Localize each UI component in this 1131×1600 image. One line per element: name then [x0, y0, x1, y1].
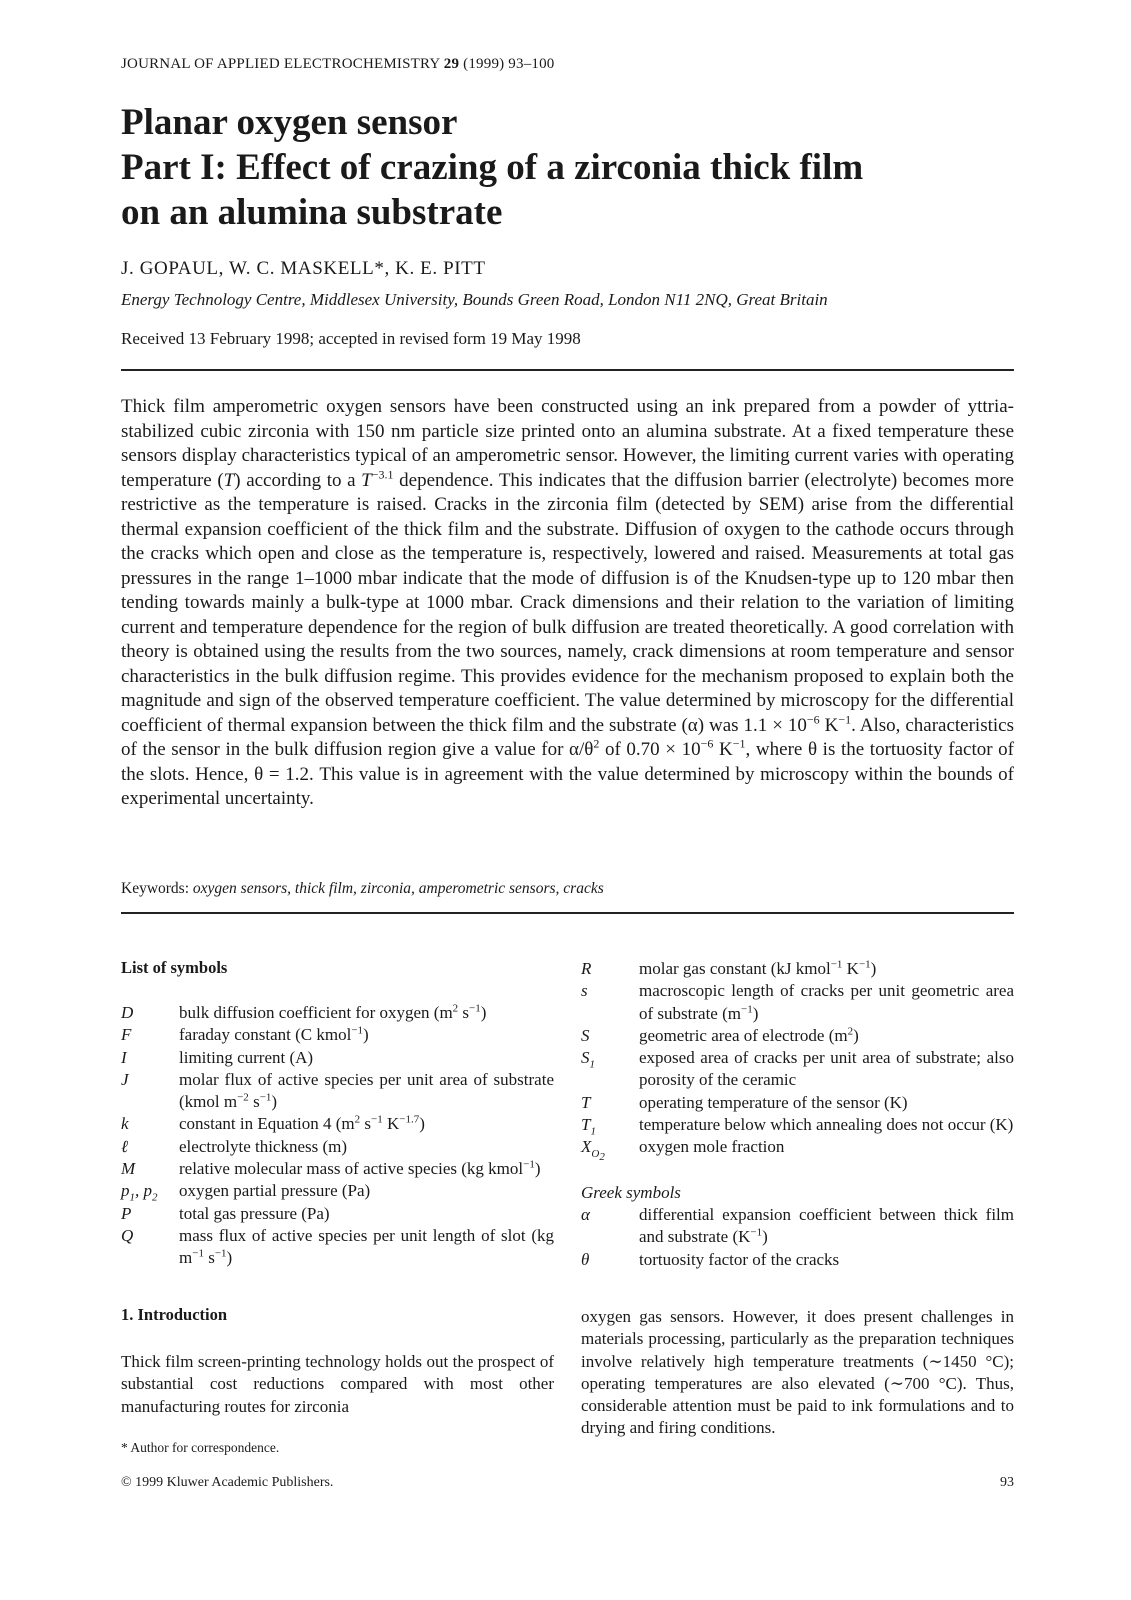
- symbol-description: molar gas constant (kJ kmol$^{-1}$ $K^{-1}$): [639, 958, 877, 978]
- top-divider: [121, 369, 1014, 371]
- received-dates: Received 13 February 1998; accepted in revised form 19 May 1998: [121, 329, 581, 348]
- footnote: * Author for correspondence.: [121, 1440, 280, 1455]
- keywords-values: oxygen sensors, thick film, zirconia, amperometric sensors, cracks: [192, 880, 604, 897]
- symbol-entry: [581, 1249, 1014, 1271]
- symbol-description: faraday constant (C kmol$^{-1}$): [179, 1024, 369, 1045]
- intro-paragraph: Thick film screen-printing technology holds out the prospect of substantial cost reductions compared with most other manufacturing routes for zirconia: [121, 1352, 554, 1416]
- symbol-name: M: [121, 1159, 136, 1179]
- journal-header: [121, 56, 555, 73]
- symbol-entry: [121, 1047, 554, 1069]
- abstract-text: , where θ is the tortuosity factor of the slots. Hence, θ = 1.2. This value is in agreement with the value determined by microscopy within the bounds of experimental uncertainty.: [121, 739, 1014, 809]
- symbol-name: Q: [121, 1225, 134, 1245]
- abstract-symbol: T: [361, 469, 372, 491]
- abstract-exponent: −3.1: [371, 467, 394, 482]
- greek-symbols-heading: Greek symbols: [581, 1182, 681, 1202]
- symbol-name: s: [581, 981, 588, 1001]
- keywords: [121, 880, 604, 898]
- symbol-name: T: [581, 1092, 591, 1112]
- intro-paragraph-continued: oxygen gas sensors. However, it does present challenges in materials processing, particularly as the preparation techniques involve relatively high temperature treatments (∼1450 °C); operating temperatures are also elevated (∼700 °C). Thus, considerable attention must be paid to ink formulations and to drying and firing conditions.: [581, 1307, 1014, 1438]
- abstract-exponent: −6: [700, 736, 714, 751]
- symbol-entry: [581, 958, 1014, 980]
- symbol-name: $T_1$: [581, 1115, 596, 1138]
- symbol-entry: [121, 1069, 554, 1114]
- symbol-description: oxygen partial pressure (Pa): [179, 1181, 371, 1201]
- keywords-label: Keywords:: [121, 880, 190, 897]
- symbol-description: macroscopic length of cracks per unit geometric area of substrate $(m^{-1})$: [639, 981, 1014, 1023]
- symbol-description: exposed area of cracks per unit area of substrate; also porosity of the ceramic: [639, 1048, 1014, 1090]
- symbols-heading: List of symbols: [121, 958, 228, 977]
- symbol-description: oxygen mole fraction: [639, 1137, 785, 1157]
- symbol-entry: [121, 1136, 554, 1158]
- symbol-name: $S_1$: [581, 1048, 595, 1071]
- symbol-name: P: [121, 1203, 132, 1223]
- symbol-entry: [121, 1113, 554, 1135]
- symbol-entry: [581, 1047, 1014, 1092]
- symbols-divider: [121, 912, 1014, 914]
- abstract-text: of 0.70 × 10: [599, 739, 701, 760]
- symbol-name: $p_1$, $p_2$: [121, 1181, 158, 1204]
- symbol-description: tortuosity factor of the cracks: [639, 1249, 840, 1269]
- abstract-exponent: −1: [732, 736, 746, 751]
- abstract: [121, 395, 1014, 812]
- journal-volume: 29: [443, 56, 460, 72]
- title-line-1: Planar oxygen sensor: [121, 102, 458, 143]
- symbol-name: θ: [581, 1249, 590, 1269]
- symbol-description: differential expansion coefficient between thick film and substrate $(K^{-1})$: [639, 1204, 1014, 1247]
- symbol-entry: [121, 1180, 554, 1202]
- symbol-description: limiting current (A): [179, 1047, 314, 1067]
- symbol-entry: [581, 1136, 1014, 1163]
- symbol-description: bulk diffusion coefficient for oxygen ($m^2$ $s^{-1}$): [179, 1002, 487, 1022]
- symbol-entry: [121, 1203, 554, 1225]
- abstract-text: . Also, characteristics of the sensor in the bulk diffusion region give a value for α/θ: [121, 714, 1014, 760]
- symbol-entry: [121, 1225, 554, 1270]
- abstract-exponent: −1: [838, 712, 852, 727]
- copyright: © 1999 Kluwer Academic Publishers.: [121, 1475, 334, 1490]
- paper-title: [121, 100, 863, 235]
- symbol-description: geometric area of electrode $(m^2)$: [639, 1025, 859, 1045]
- symbol-name: k: [121, 1114, 129, 1134]
- title-line-3: on an alumina substrate: [121, 192, 503, 233]
- abstract-exponent: −6: [806, 712, 820, 727]
- symbol-description: temperature below which annealing does not occur (K): [639, 1115, 1014, 1135]
- symbol-name: α: [581, 1204, 590, 1224]
- journal-year-pages: (1999) 93–100: [463, 56, 555, 72]
- symbol-entry: [581, 1092, 1014, 1114]
- symbol-entry: [581, 1114, 1014, 1136]
- symbols-right-column: [581, 958, 1014, 1271]
- symbol-description: total gas pressure (Pa): [179, 1203, 330, 1223]
- symbol-name: J: [121, 1069, 129, 1089]
- symbol-name: ℓ: [121, 1136, 129, 1156]
- abstract-text: Thick film amperometric oxygen sensors have been constructed using an ink prepared from a powder of yttria-stabilized cubic zirconia with 150 nm particle size printed onto an alumina substrate. At a fixed temperature these sensors display characteristics typical of an amperometric sensor. However, the limiting current varies with operating temperature (: [121, 396, 1014, 491]
- authors: J. GOPAUL, W. C. MASKELL*, K. E. PITT: [121, 258, 486, 279]
- symbols-left-column: [121, 958, 554, 1270]
- symbol-entry: [581, 1204, 1014, 1249]
- symbol-entry: [121, 1024, 554, 1046]
- symbol-name: F: [121, 1025, 132, 1045]
- symbol-description: electrolyte thickness (m): [179, 1136, 348, 1156]
- symbol-entry: [581, 1025, 1014, 1047]
- symbol-name: R: [581, 959, 592, 978]
- abstract-text: dependence. This indicates that the diffusion barrier (electrolyte) becomes more restrictive as the temperature is raised. Cracks in the zirconia film (detected by SEM) arise from the differential thermal expansion coefficient of the thick film and the substrate. Diffusion of oxygen to the cathode occurs through the cracks which open and close as the temperature is, respectively, lowered and raised. Measurements at total gas pressures in the range 1–1000 mbar indicate that the mode of diffusion is of the Knudsen-type up to 120 mbar then tending towards mainly a bulk-type at 1000 mbar. Crack dimensions and their relation to the variation of limiting current and temperature dependence for the region of bulk diffusion are treated theoretically. A good correlation with theory is obtained using the results from the two sources, namely, crack dimensions at room temperature and sensor characteristics in the bulk diffusion regime. This provides evidence for the mechanism proposed to explain both the magnitude and sign of the observed temperature coefficient. The value determined by microscopy for the differential coefficient of thermal expansion between the thick film and the substrate (α) was 1.1 × 10: [121, 469, 1014, 736]
- symbol-name: D: [121, 1003, 134, 1022]
- abstract-text: K: [819, 714, 839, 736]
- abstract-symbol: T: [223, 469, 235, 491]
- symbol-name: $X_{O_2}$: [581, 1137, 605, 1163]
- symbol-name: I: [121, 1047, 127, 1067]
- symbol-entry: [121, 1002, 554, 1024]
- symbol-description: mass flux of active species per unit length of slot (kg $m^{-1}$ $s^{-1}$): [179, 1225, 554, 1268]
- symbol-entry: [581, 980, 1014, 1025]
- paper-page: [121, 0, 1014, 1600]
- page-number: 93: [1000, 1475, 1014, 1490]
- journal-name: JOURNAL OF APPLIED ELECTROCHEMISTRY: [121, 56, 440, 72]
- symbol-description: relative molecular mass of active species (kg kmol$^{-1}$): [179, 1158, 541, 1179]
- abstract-text: ) according to a: [234, 469, 362, 491]
- symbol-description: operating temperature of the sensor (K): [639, 1092, 908, 1112]
- symbol-entry: [121, 1158, 554, 1180]
- symbol-description: molar flux of active species per unit area of substrate (kmol $m^{-2}$ $s^{-1}$): [179, 1069, 554, 1112]
- affiliation: Energy Technology Centre, Middlesex University, Bounds Green Road, London N11 2NQ, Great Britain: [121, 290, 828, 309]
- symbol-name: S: [581, 1025, 590, 1045]
- abstract-exponent: 2: [593, 736, 600, 751]
- intro-heading: 1. Introduction: [121, 1305, 228, 1324]
- abstract-text: K: [713, 739, 733, 760]
- title-line-2: Part I: Effect of crazing of a zirconia thick film: [121, 147, 864, 188]
- symbol-description: constant in Equation 4 ($m^2$ $s^{-1}$ $K^{-1.7}$): [179, 1113, 425, 1134]
